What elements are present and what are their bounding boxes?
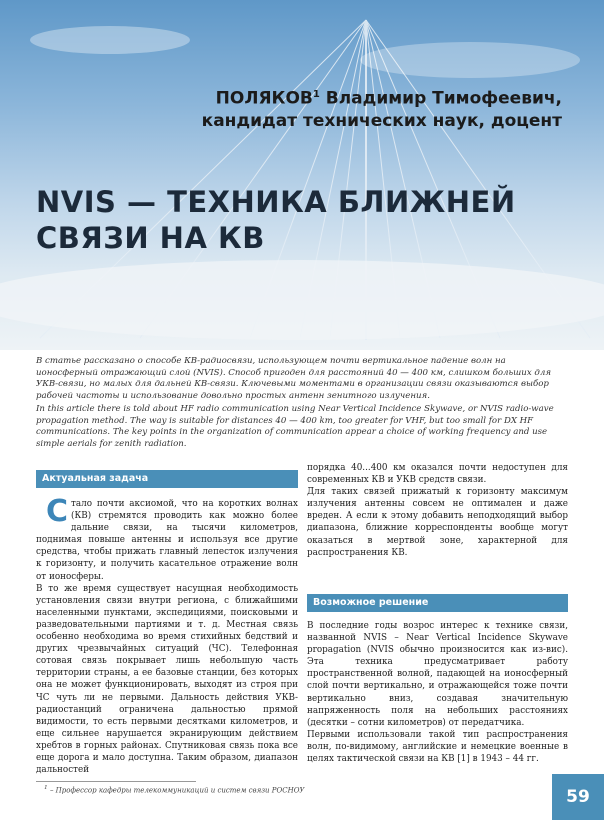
column-right-lower [307,620,568,765]
column-left [36,494,298,776]
paragraph: Первыми использовали такой тип распространения волн, по-видимому, английские и немецкие военные в целях тактической связи на КВ [1] в 1943 – 44 гг. [307,729,568,765]
column-right [307,462,568,559]
drop-cap: С [46,494,69,529]
author-degree: кандидат технических наук, доцент [201,110,562,131]
article-title-line2: СВЯЗИ НА КВ [36,221,265,255]
paragraph: порядка 40...400 км оказался почти недоступен для современных КВ и УКВ средств связи. [307,463,568,486]
author-name-line [202,84,562,110]
page-number: 59 [552,774,604,820]
abstract-russian: В статье рассказано о способе КВ-радиосвязи, использующем почти вертикальное падение волн на ионосферный отражающий слой (NVIS). Способ пригоден для расстояний 40 — 400 км, слишком больших для УКВ-связи, но малых для дальней КВ-связи. Ключевыми моментами в организации связи оказываются выбор рабочей частоты и использование довольно простых антенн зенитного излучения. [36,356,552,401]
antenna-illustration [0,0,604,350]
author-surname: ПОЛЯКОВ [215,88,313,109]
footnote-text: – Профессор кафедры телекоммуникаций и систем связи РОСНОУ [47,786,305,795]
abstract-english: In this article there is told about HF radio communication using Near Vertical Incidence Skywave, or NVIS radio-wave propagation method. The way is suitable for distances 40 — 400 km, too greater for VHF, but too small for DX HF communications. The key points in the organization of communication appear a choice of working frequency and use simple aerials for zenith radiation. [36,404,554,449]
author-given-name: Владимир Тимофеевич, [319,88,562,109]
footnote-mark: 1 [44,785,48,791]
footnote-divider [36,781,196,782]
footnote [44,785,305,794]
hero-background [0,0,604,350]
paragraph: В то же время существует насущная необходимость установления связи внутри региона, с ближайшими населенными пунктами, экспедициями, поисковыми и разведовательными партиями и т. д. Местная связь особенно необходима во время стихийных бедствий и других чрезвычайных ситуаций (ЧС). Телефонная сотовая связь покрывает лишь небольшую часть территории страны, а ее базовые станции, без которых она не может функционировать, выходят из строя при ЧС чуть ли не первыми. Дальность действия УКВ-радиостанций ограничена дальностью прямой видимости, то есть первыми десятками километров, и еще сильнее нарушается экранирующим действием хребтов в горных районах. Спутниковая связь пока все еще дорога и мало доступна. Таким образом, диапазон дальностей [36,583,298,776]
section-heading-possible-solution: Возможное решение [307,594,568,612]
paragraph-text: тало почти аксиомой, что на коротких волнах (КВ) стремятся проводить как можно более дальние связи, на тысячи километров, поднимая повыше антенны и используя все другие средства, чтобы прижать главный лепесток излучения к горизонту, и получить касательное отражение волн от ионосферы. [36,499,298,582]
paragraph: Для таких связей прижатый к горизонту максимум излучения антенны совсем не оптимален и даже вреден. А если к этому добавить неподходящий выбор диапазона, ближние корреспонденты вообще могут оказаться в мертвой зоне, характерной для распространения КВ. [307,487,568,558]
article-title [36,184,516,256]
section-heading-actual-task: Актуальная задача [36,470,298,488]
author-block [202,84,562,132]
author-footnote-mark: 1 [312,89,320,100]
paragraph [36,494,298,583]
paragraph: В последние годы возрос интерес к технике связи, названной NVIS – Near Vertical Incidence Skywave propagation (NVIS обычно произносится как из-вис). Эта техника предусматривает работу пространственной волной, падающей на ионосферный слой почти вертикально, и отражающейся тоже почти вертикально вниз, создавая значительную напряженность поля на небольших расстояниях (десятки – сотни километров) от передатчика. [307,621,568,728]
article-title-line1: NVIS — ТЕХНИКА БЛИЖНЕЙ [36,185,516,219]
